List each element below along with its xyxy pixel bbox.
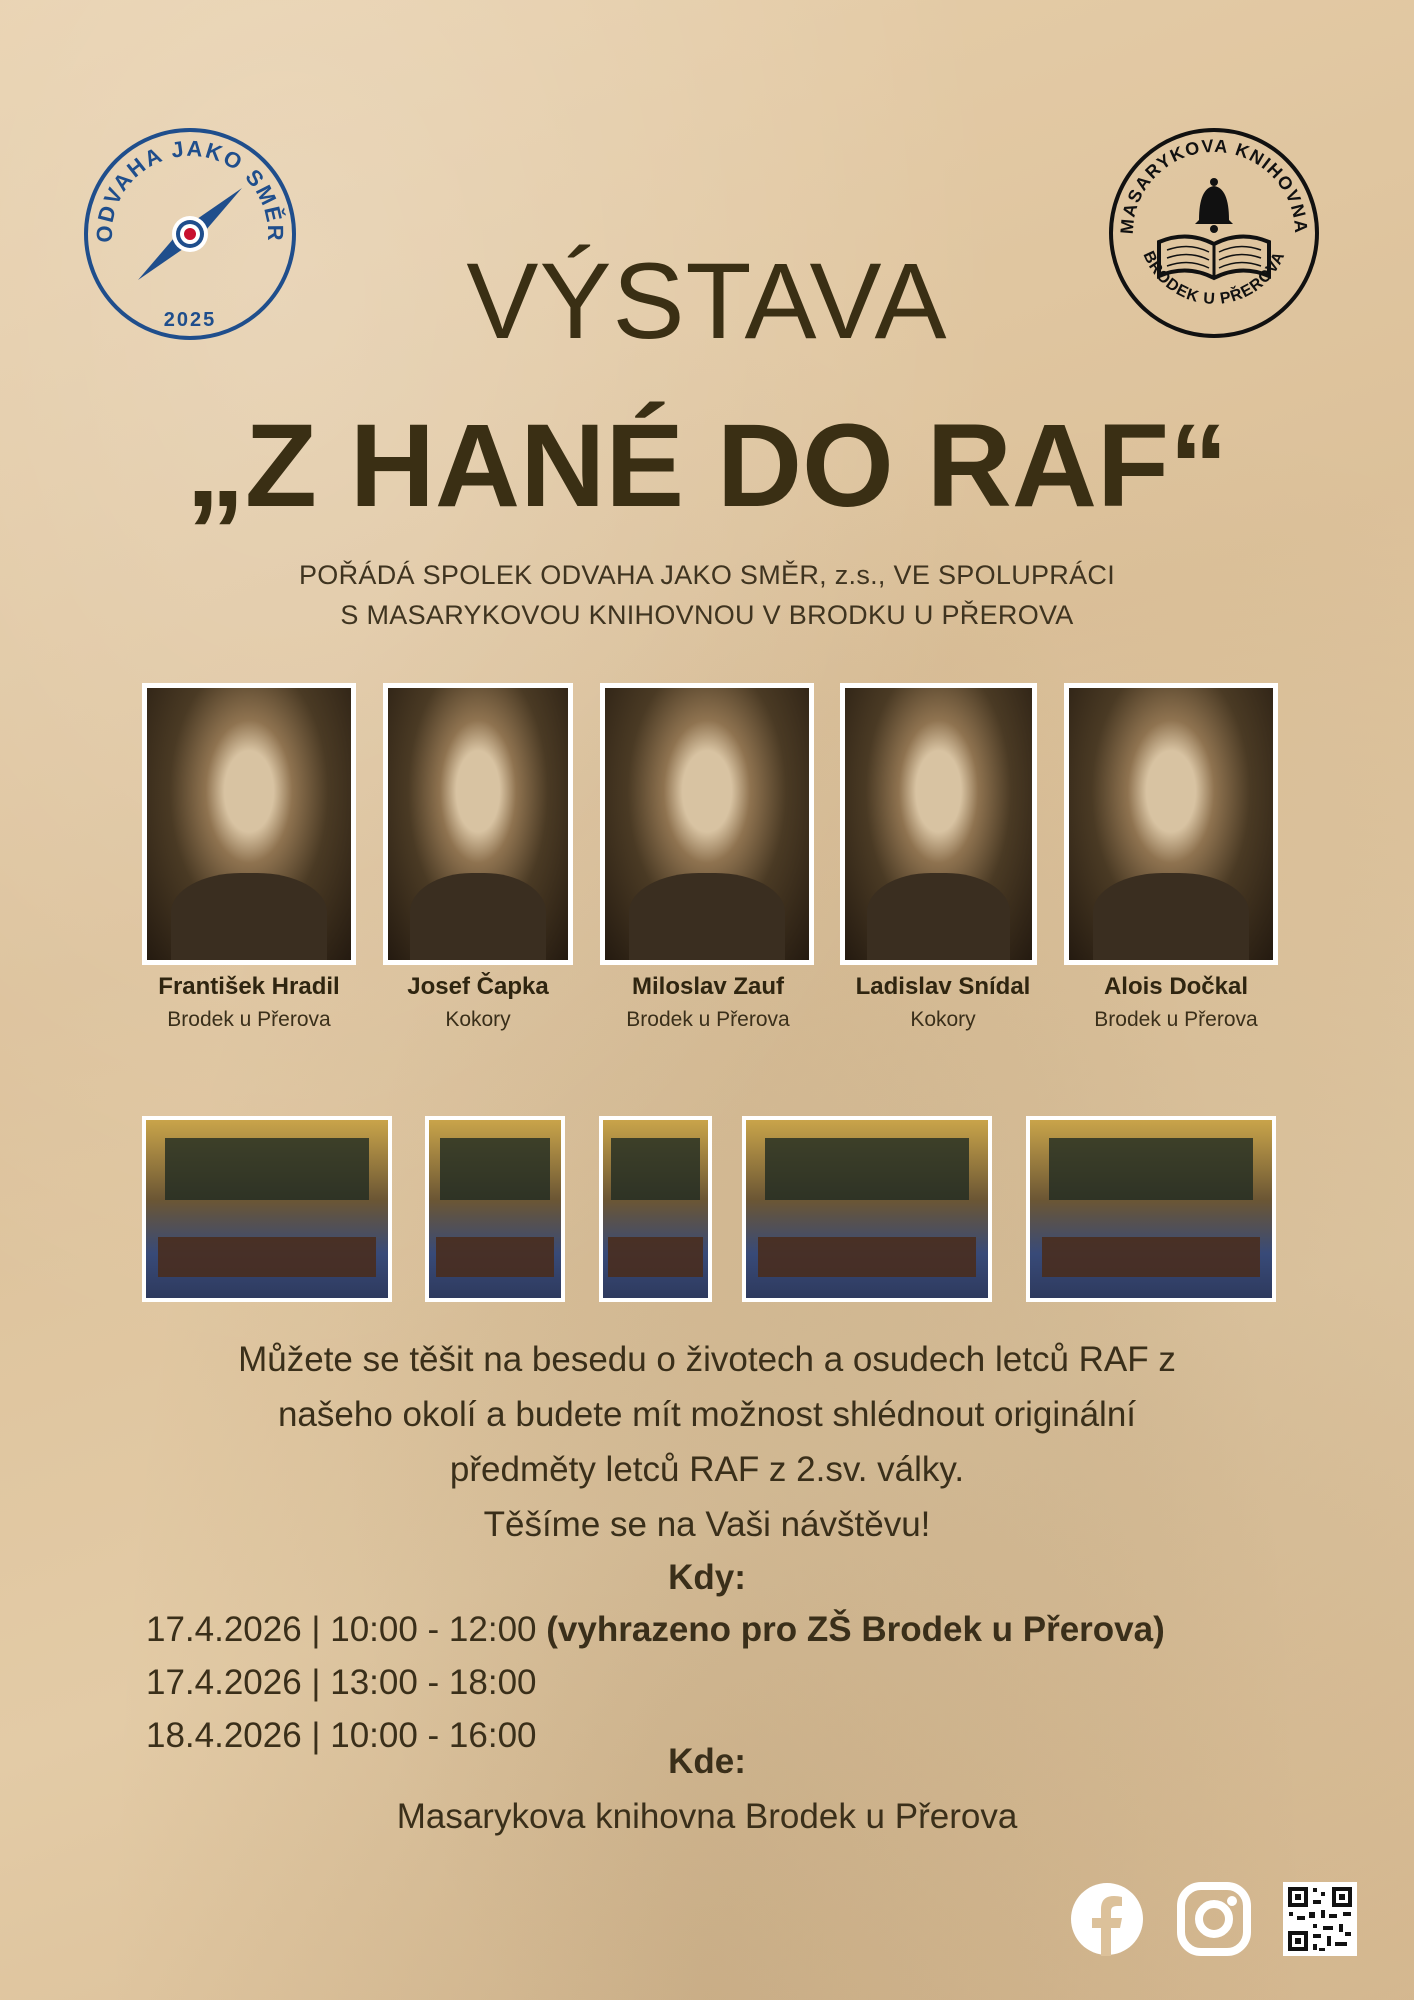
instagram-icon[interactable] (1177, 1882, 1251, 1956)
invite-line-4: Těšíme se na Vaši návštěvu! (483, 1505, 931, 1544)
organizer-line-1: POŘÁDÁ SPOLEK ODVAHA JAKO SMĚR, z.s., VE SPOLUPRÁCI (298, 560, 1116, 590)
date-slot (146, 1610, 1165, 1650)
portrait-name: František Hradil (158, 973, 340, 1000)
exhibition-name: „Z HANÉ DO RAF“ (185, 400, 1229, 532)
invite-line-1: Můžete se těšit na besedu o životech a osudech letců RAF z (238, 1340, 1176, 1379)
where-place: Masarykova knihovna Brodek u Přerova (396, 1797, 1018, 1836)
logo-left-text: ODVAHA JAKO SMĚR (91, 135, 289, 243)
invite-line-3: předměty letců RAF z 2.sv. války. (449, 1450, 965, 1489)
date-slot (146, 1663, 537, 1703)
portrait-place: Brodek u Přerova (1094, 1008, 1258, 1031)
poster-title: VÝSTAVA (466, 240, 948, 361)
exhibit-photo (742, 1116, 992, 1302)
portrait-name: Josef Čapka (407, 973, 549, 1000)
exhibit-photo (1026, 1116, 1276, 1302)
portrait-place: Brodek u Přerova (167, 1008, 331, 1031)
exhibit-photo (142, 1116, 392, 1302)
portrait-photo (383, 683, 573, 965)
exhibit-photo (599, 1116, 712, 1302)
portrait-place: Brodek u Přerova (626, 1008, 790, 1031)
portrait-photo (1064, 683, 1278, 965)
date-slot-time: 17.4.2026 | 13:00 - 18:00 (146, 1663, 537, 1702)
date-slot-time: 18.4.2026 | 10:00 - 16:00 (146, 1716, 537, 1755)
portrait-name: Miloslav Zauf (631, 973, 785, 1000)
logo-left-year: 2025 (163, 309, 217, 331)
exhibit-photo (425, 1116, 565, 1302)
qr-code-icon[interactable] (1283, 1882, 1357, 1956)
invite-line-2: našeho okolí a budete mít možnost shlédnout originální (277, 1395, 1137, 1434)
portrait-name: Alois Dočkal (1103, 973, 1249, 1000)
date-slot-time: 17.4.2026 | 10:00 - 12:00 (146, 1610, 537, 1649)
date-slot-note: (vyhrazeno pro ZŠ Brodek u Přerova) (546, 1610, 1165, 1649)
logo-right-sub: BRODEK U PŘEROVA (1139, 248, 1289, 309)
logo-right-text: MASARYKOVA KNIHOVNA (1116, 135, 1312, 235)
portrait-place: Kokory (910, 1008, 976, 1031)
where-label: Kde: (668, 1742, 746, 1781)
portrait-photo (600, 683, 814, 965)
portrait-photo (840, 683, 1037, 965)
facebook-icon[interactable] (1070, 1882, 1144, 1956)
when-label: Kdy: (668, 1558, 746, 1597)
portrait-name: Ladislav Snídal (855, 973, 1031, 1000)
portrait-photo (142, 683, 356, 965)
portrait-place: Kokory (445, 1008, 511, 1031)
organizer-line-2: S MASARYKOVOU KNIHOVNOU V BRODKU U PŘEROVA (340, 600, 1074, 630)
